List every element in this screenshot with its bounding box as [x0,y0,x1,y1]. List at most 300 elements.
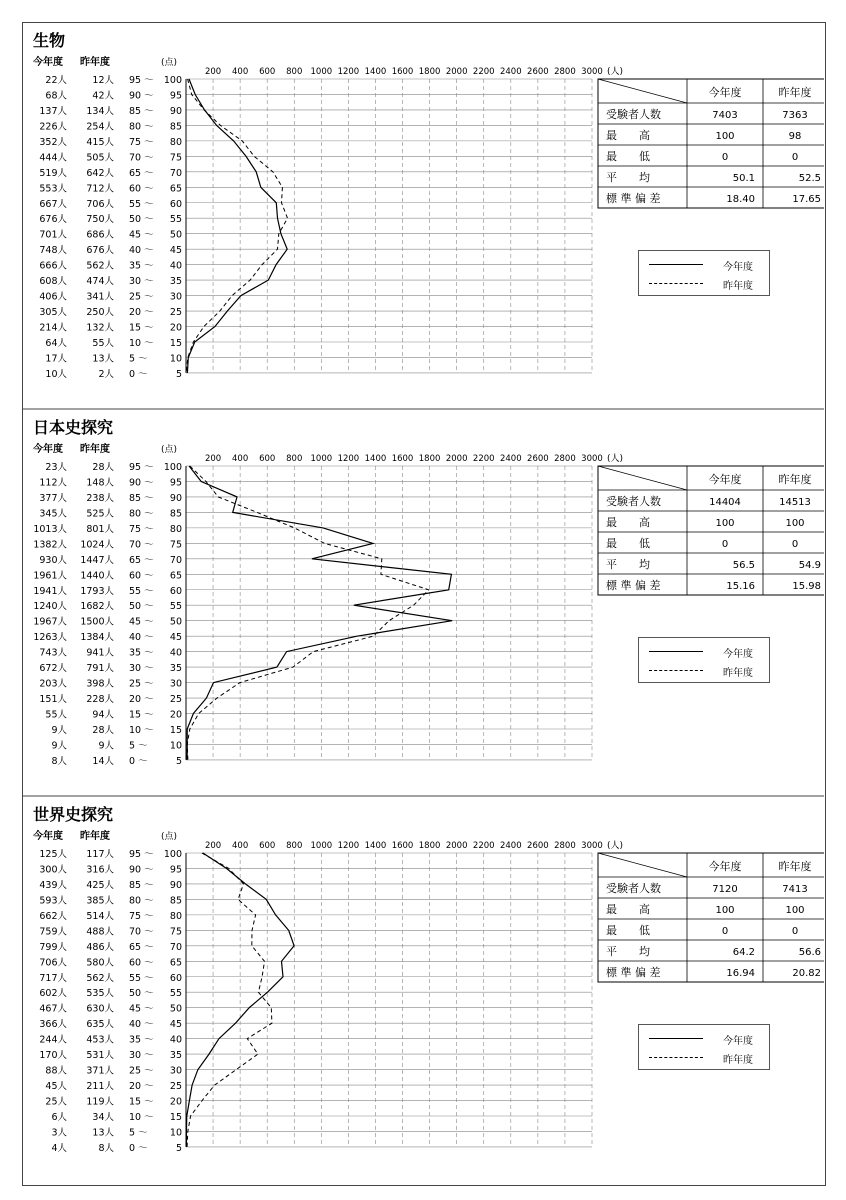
stats-value-current: 56.5 [732,560,755,571]
data-point-current [206,697,208,699]
count-current: 701人 [39,229,67,241]
legend-dashed-line [649,670,703,671]
stats-value-previous: 52.5 [798,173,821,184]
y-tick-label: 85 [169,508,182,520]
count-previous: 642人 [86,167,114,179]
score-range: 45 ～ [129,229,154,241]
y-tick-label: 60 [169,585,182,597]
people-unit-label: (人) [607,454,624,464]
data-point-previous [189,728,191,730]
data-point-current [280,233,282,235]
count-current: 8人 [51,755,67,767]
data-point-previous [261,976,263,978]
count-previous: 117人 [86,849,114,860]
data-point-previous [243,883,245,885]
score-range: 10 ～ [129,337,154,349]
data-point-previous [388,620,390,622]
legend-solid-line [649,1038,703,1039]
count-previous: 148人 [86,477,114,489]
score-range: 0 ～ [129,755,148,767]
data-point-previous [381,558,383,560]
score-range: 60 ～ [129,570,154,582]
x-tick-label: 200 [204,67,222,77]
count-current: 305人 [39,307,67,319]
legend-dashed-line [649,283,703,284]
legend-item-current [649,645,767,659]
x-tick-label: 1800 [418,67,441,77]
score-range: 15 ～ [129,709,154,721]
x-tick-label: 2200 [472,841,495,851]
chart-svg [22,796,824,1184]
series-line-current [187,466,452,760]
stats-row-label: 最 低 [606,150,650,163]
series-line-previous [186,79,287,373]
y-tick-label: 20 [169,322,182,334]
count-current: 676人 [39,214,67,226]
stats-value-current: 16.94 [726,968,755,979]
score-range: 50 ～ [129,601,154,613]
data-point-current [189,1100,191,1102]
count-current: 10人 [45,368,67,380]
score-range: 55 ～ [129,198,154,210]
data-point-previous [203,326,205,328]
data-point-previous [373,635,375,637]
count-current: 203人 [39,678,67,690]
data-point-previous [281,202,283,204]
x-tick-label: 2200 [472,67,495,77]
x-tick-label: 2600 [527,841,549,851]
data-point-current [214,326,216,328]
stats-row-label: 平 均 [606,558,650,571]
count-previous: 228人 [86,694,114,706]
score-range: 15 ～ [129,1096,154,1108]
score-range: 75 ～ [129,523,154,535]
x-tick-label: 1600 [391,454,414,464]
data-point-previous [278,233,280,235]
score-range: 40 ～ [129,1019,154,1031]
y-tick-label: 80 [169,523,182,535]
data-point-current [372,543,374,545]
stats-value-current: 50.1 [732,173,755,184]
score-range: 5 ～ [129,353,148,365]
y-tick-label: 30 [169,291,182,303]
count-previous: 14人 [92,755,114,767]
legend-solid-line [649,651,703,652]
data-point-previous [220,125,222,127]
data-point-current [191,1084,193,1086]
y-tick-label: 80 [169,910,182,922]
data-point-current [286,248,288,250]
data-point-previous [255,914,257,916]
count-current: 377人 [39,492,67,504]
count-current: 593人 [39,895,67,907]
score-range: 90 ～ [129,864,154,876]
y-tick-label: 75 [169,539,182,551]
x-tick-label: 3000 [581,454,603,464]
y-tick-label: 5 [175,368,182,380]
legend-solid-line [649,264,703,265]
count-previous: 42人 [92,90,114,102]
y-tick-label: 55 [169,601,182,613]
data-point-previous [186,744,188,746]
data-point-current [186,1115,188,1117]
stats-row-label: 最 高 [606,903,650,916]
chart-title: 世界史探究 [33,805,114,824]
x-tick-label: 1200 [337,841,360,851]
y-tick-label: 45 [169,245,182,257]
y-tick-label: 45 [169,632,182,644]
data-point-current [216,125,218,127]
stats-row-label: 標 準 偏 差 [606,579,661,592]
stats-value-previous: 0 [791,926,799,937]
count-previous: 706人 [86,198,114,210]
count-current: 137人 [39,105,67,117]
y-tick-label: 70 [169,167,182,179]
data-point-current [451,620,453,622]
score-range: 95 ～ [129,849,154,860]
x-tick-label: 600 [259,67,276,77]
y-tick-label: 75 [169,152,182,164]
y-tick-label: 75 [169,926,182,938]
count-previous: 791人 [86,663,114,675]
legend-label: 昨年度 [723,1055,753,1066]
count-current: 1941人 [33,585,67,597]
count-current: 125人 [39,849,67,860]
data-point-current [275,264,277,266]
y-tick-label: 65 [169,957,182,969]
stats-table [598,466,824,595]
y-tick-label: 95 [169,90,182,102]
data-point-previous [270,1007,272,1009]
data-point-current [232,512,234,514]
y-tick-label: 60 [169,972,182,984]
count-current: 300人 [39,864,67,876]
count-previous: 635人 [86,1019,114,1031]
stats-value-current: 15.16 [726,581,755,592]
count-previous: 28人 [92,462,114,473]
count-previous: 941人 [86,647,114,659]
data-point-current [267,991,269,993]
score-range: 60 ～ [129,957,154,969]
data-point-previous [272,171,274,173]
score-range: 10 ～ [129,1111,154,1123]
stats-row-label: 平 均 [606,171,650,184]
x-tick-label: 2600 [527,454,549,464]
y-tick-label: 45 [169,1019,182,1031]
count-previous: 630人 [86,1003,114,1015]
count-current: 1263人 [33,632,67,644]
count-previous: 1384人 [80,632,114,644]
score-range: 30 ～ [129,663,154,675]
data-point-current [356,635,358,637]
y-tick-label: 35 [169,276,182,288]
count-previous: 676人 [86,245,114,257]
score-range: 55 ～ [129,585,154,597]
count-current: 366人 [39,1019,67,1031]
people-unit-label: (人) [607,67,624,77]
data-point-current [276,666,278,668]
stats-value-current: 18.40 [726,194,755,205]
data-point-previous [191,94,193,96]
x-tick-label: 1000 [310,67,333,77]
data-point-previous [237,899,239,901]
score-range: 10 ～ [129,724,154,736]
data-point-previous [187,759,189,761]
y-tick-label: 5 [175,1142,182,1154]
count-current: 608人 [39,276,67,288]
stats-row-label: 標 準 偏 差 [606,966,661,979]
count-current: 25人 [45,1096,67,1108]
chart-panel-2 [22,409,824,797]
data-point-previous [216,697,218,699]
data-point-current [281,960,283,962]
y-tick-label: 10 [169,353,182,365]
legend [638,637,770,683]
x-tick-label: 1400 [364,841,387,851]
y-tick-label: 100 [163,462,182,473]
score-range: 75 ～ [129,910,154,922]
chart-svg [22,22,824,410]
legend-label: 今年度 [723,262,753,273]
chart-panel-3 [22,796,824,1184]
count-previous: 531人 [86,1050,114,1062]
count-current: 64人 [45,337,67,349]
score-range: 70 ～ [129,926,154,938]
y-tick-label: 40 [169,647,182,659]
score-range: 40 ～ [129,245,154,257]
count-current: 602人 [39,988,67,1000]
data-point-previous [413,604,415,606]
data-point-previous [271,1022,273,1024]
x-tick-label: 1000 [310,841,333,851]
score-unit-label: (点) [161,832,178,842]
score-range: 60 ～ [129,183,154,195]
data-point-previous [219,310,221,312]
stats-table [598,79,824,208]
score-unit-label: (点) [161,58,178,68]
stats-value-current: 7403 [712,110,738,121]
score-range: 70 ～ [129,152,154,164]
stats-row-label: 最 低 [606,537,650,550]
series-line-previous [187,466,429,760]
x-tick-label: 1000 [310,454,333,464]
x-tick-label: 3000 [581,67,603,77]
stats-value-previous: 0 [791,539,799,550]
count-previous: 562人 [86,260,114,272]
data-point-current [275,914,277,916]
x-tick-label: 2400 [499,67,522,77]
x-tick-label: 400 [232,67,249,77]
count-current: 226人 [39,121,67,133]
count-current: 799人 [39,941,67,953]
data-point-previous [428,589,430,591]
y-tick-label: 15 [169,1111,182,1123]
column-header-previous: 昨年度 [80,57,110,68]
y-tick-label: 55 [169,988,182,1000]
data-point-previous [258,991,260,993]
count-current: 706人 [39,957,67,969]
y-tick-label: 20 [169,1096,182,1108]
stats-value-previous: 100 [785,518,805,529]
column-header-previous: 昨年度 [80,831,110,842]
y-tick-label: 50 [169,229,182,241]
legend-item-current [649,1032,767,1046]
chart-title: 日本史探究 [33,418,114,437]
count-previous: 801人 [86,523,114,535]
count-current: 23人 [45,462,67,473]
data-point-current [267,279,269,281]
x-tick-label: 1800 [418,454,441,464]
count-previous: 712人 [86,183,114,195]
x-tick-label: 2000 [445,454,468,464]
data-point-current [288,930,290,932]
count-previous: 488人 [86,926,114,938]
y-tick-label: 25 [169,307,182,319]
x-tick-label: 1200 [337,67,360,77]
x-tick-label: 400 [232,841,249,851]
count-current: 1013人 [33,523,67,535]
data-point-previous [187,1131,189,1133]
data-point-previous [261,264,263,266]
stats-header-current: 今年度 [708,860,742,873]
count-current: 748人 [39,245,67,257]
count-current: 151人 [39,694,67,706]
data-point-current [213,682,215,684]
y-tick-label: 35 [169,1050,182,1062]
data-point-current [293,945,295,947]
count-previous: 13人 [92,1127,114,1139]
count-previous: 13人 [92,353,114,365]
count-current: 743人 [39,647,67,659]
y-tick-label: 30 [169,1065,182,1077]
column-header-current: 今年度 [33,57,63,68]
legend-label: 昨年度 [723,668,753,679]
x-tick-label: 3000 [581,841,603,851]
data-point-previous [193,341,195,343]
score-range: 95 ～ [129,462,154,473]
count-current: 672人 [39,663,67,675]
score-range: 50 ～ [129,988,154,1000]
data-point-previous [241,140,243,142]
data-point-previous [201,1100,203,1102]
legend-item-previous [649,277,767,291]
data-point-current [193,713,195,715]
stats-row-label: 受験者人数 [606,108,661,121]
stats-row-label: 標 準 偏 差 [606,192,661,205]
count-current: 68人 [45,90,67,102]
y-tick-label: 60 [169,198,182,210]
y-tick-label: 30 [169,678,182,690]
y-tick-label: 55 [169,214,182,226]
people-unit-label: (人) [607,841,624,851]
score-range: 65 ～ [129,167,154,179]
data-point-current [277,217,279,219]
score-range: 5 ～ [129,740,148,752]
count-current: 1240人 [33,601,67,613]
x-tick-label: 2000 [445,841,468,851]
count-previous: 535人 [86,988,114,1000]
count-current: 345人 [39,508,67,520]
score-range: 40 ～ [129,632,154,644]
stats-row-label: 平 均 [606,945,650,958]
data-point-previous [256,512,258,514]
data-point-previous [247,1038,249,1040]
data-point-previous [205,481,207,483]
score-range: 95 ～ [129,75,154,86]
count-current: 3人 [51,1127,67,1139]
x-tick-label: 400 [232,454,249,464]
count-current: 244人 [39,1034,67,1046]
x-tick-label: 800 [286,841,303,851]
count-current: 406人 [39,291,67,303]
count-current: 759人 [39,926,67,938]
stats-header-current: 今年度 [708,86,742,99]
legend-label: 今年度 [723,1036,753,1047]
count-current: 930人 [39,554,67,566]
stats-value-current: 7120 [712,884,738,895]
x-tick-label: 600 [259,454,276,464]
score-range: 15 ～ [129,322,154,334]
count-previous: 250人 [86,307,114,319]
y-tick-label: 10 [169,1127,182,1139]
stats-value-previous: 20.82 [792,968,821,979]
count-current: 6人 [51,1111,67,1123]
y-tick-label: 85 [169,895,182,907]
data-point-previous [189,465,191,467]
count-previous: 750人 [86,214,114,226]
count-current: 667人 [39,198,67,210]
data-point-current [186,728,188,730]
count-previous: 238人 [86,492,114,504]
count-previous: 119人 [86,1096,114,1108]
score-range: 0 ～ [129,1142,148,1154]
count-current: 55人 [45,709,67,721]
x-tick-label: 1600 [391,841,414,851]
x-tick-label: 2200 [472,454,495,464]
x-tick-label: 1400 [364,454,387,464]
data-point-current [236,496,238,498]
data-point-previous [257,1053,259,1055]
stats-value-previous: 0 [791,152,799,163]
count-previous: 371人 [86,1065,114,1077]
score-range: 50 ～ [129,214,154,226]
score-range: 85 ～ [129,105,154,117]
x-tick-label: 200 [204,841,222,851]
y-tick-label: 15 [169,724,182,736]
y-tick-label: 40 [169,260,182,272]
stats-row-label: 最 高 [606,129,650,142]
data-point-previous [249,279,251,281]
count-previous: 474人 [86,276,114,288]
count-previous: 134人 [86,105,114,117]
count-previous: 55人 [92,337,114,349]
y-tick-label: 50 [169,1003,182,1015]
stats-value-previous: 15.98 [792,581,821,592]
data-point-previous [277,248,279,250]
stats-value-current: 0 [721,926,729,937]
stats-row-label: 受験者人数 [606,495,661,508]
score-range: 20 ～ [129,1081,154,1093]
chart-title: 生物 [33,31,66,50]
score-range: 65 ～ [129,941,154,953]
count-current: 553人 [39,183,67,195]
count-current: 45人 [45,1081,67,1093]
count-current: 112人 [39,477,67,489]
count-previous: 686人 [86,229,114,241]
score-range: 45 ～ [129,1003,154,1015]
x-tick-label: 200 [204,454,222,464]
x-tick-label: 2400 [499,454,522,464]
